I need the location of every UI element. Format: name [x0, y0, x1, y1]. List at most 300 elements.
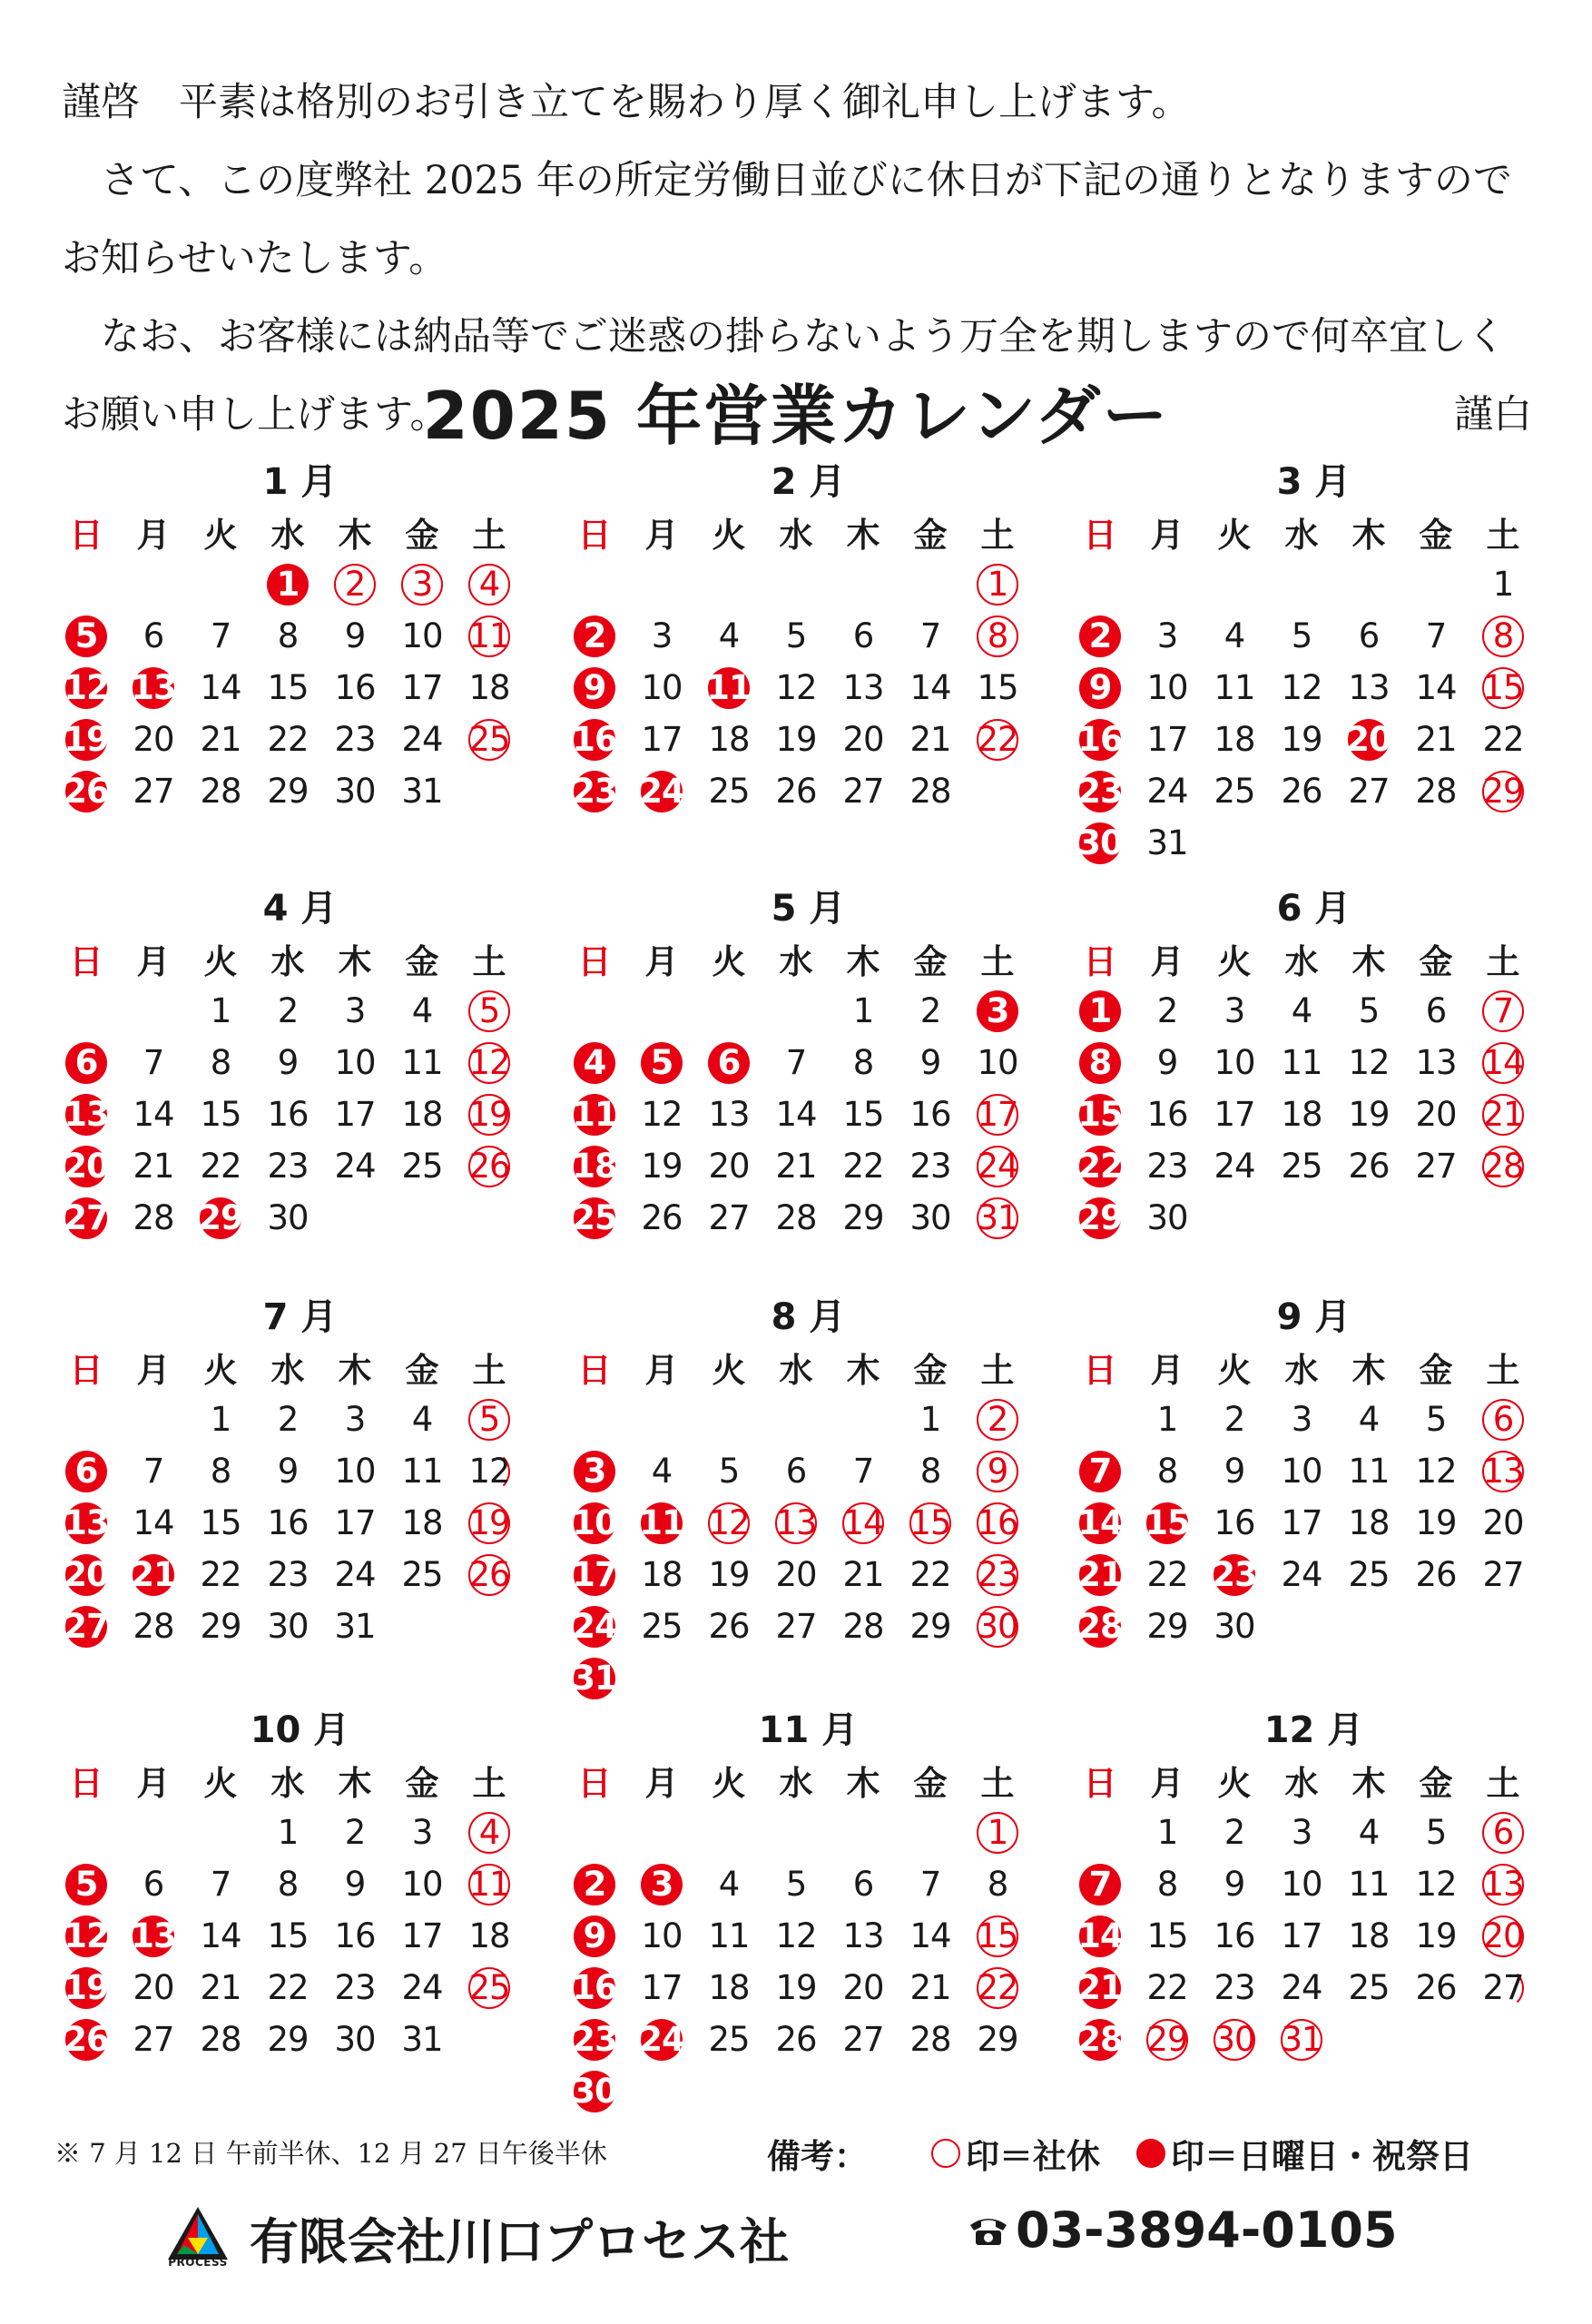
day-cell — [388, 558, 456, 610]
day-cell — [1066, 2014, 1134, 2065]
day-number: 21 — [1415, 720, 1457, 759]
day-cell — [1066, 1549, 1134, 1600]
day-cell — [1201, 714, 1268, 765]
letter-line-5: お願い申し上げます。 — [62, 392, 449, 438]
day-number: 4 — [718, 616, 740, 655]
day-number: 2 — [277, 991, 299, 1030]
day-number: 2 — [277, 1400, 299, 1439]
holiday-day: 9 — [574, 667, 615, 709]
day-cell — [1134, 985, 1201, 1037]
day-number: 27 — [708, 1198, 750, 1237]
day-cell — [120, 2014, 187, 2065]
day-number: 20 — [775, 1555, 817, 1594]
day-cell — [1066, 1600, 1134, 1652]
weekday-label: 月 — [136, 1351, 171, 1390]
day-number: 8 — [277, 616, 299, 655]
day-number: 12 — [1415, 1865, 1457, 1904]
day-cell — [456, 714, 523, 765]
day-number: 6 — [142, 616, 164, 655]
day-cell — [388, 2014, 456, 2065]
day-cell — [254, 558, 321, 610]
day-cell — [964, 558, 1031, 610]
day-number: 9 — [344, 616, 366, 655]
day-number: 7 — [210, 616, 231, 655]
day-number: 26 — [775, 772, 817, 811]
day-cell — [561, 1910, 628, 1962]
day-cell — [964, 1497, 1031, 1549]
day-number: 31 — [401, 2020, 443, 2059]
company-off-day: 5 — [468, 990, 510, 1032]
day-number: 23 — [334, 1968, 376, 2007]
weekday-label: 月 — [136, 942, 171, 981]
day-cell — [1402, 1445, 1469, 1497]
day-cell — [1134, 1910, 1201, 1962]
day-cell — [1402, 714, 1469, 765]
empty-cell — [1335, 1192, 1402, 1244]
day-cell — [897, 1445, 964, 1497]
weekday-label: 木 — [338, 942, 372, 981]
day-number: 24 — [1281, 1968, 1322, 2007]
day-cell — [1335, 1807, 1402, 1858]
holiday-day: 10 — [572, 1503, 617, 1542]
day-cell — [762, 1910, 830, 1962]
day-cell — [964, 1192, 1031, 1244]
legend-holiday — [1136, 2129, 1473, 2178]
day-cell — [1469, 765, 1537, 817]
day-cell — [762, 1962, 830, 2014]
day-cell — [1201, 1962, 1268, 2014]
empty-cell — [830, 2065, 897, 2117]
day-cell — [561, 765, 628, 817]
day-number: 20 — [708, 1147, 750, 1186]
holiday-day: 23 — [1077, 772, 1123, 811]
day-number: 20 — [842, 1968, 884, 2007]
week-row — [561, 1858, 1056, 1910]
holiday-day: 21 — [1077, 1968, 1123, 2007]
day-number: 16 — [909, 1095, 951, 1134]
day-cell — [1469, 1807, 1537, 1858]
day-number: 11 — [1348, 1865, 1390, 1904]
day-number: 3 — [344, 1400, 366, 1439]
weekday-label: 水 — [779, 516, 813, 555]
weekday-label: 木 — [1351, 1764, 1386, 1803]
day-cell — [561, 1549, 628, 1600]
day-number: 30 — [267, 1198, 309, 1237]
weekday-label: 火 — [712, 942, 746, 981]
day-number: 28 — [133, 1607, 174, 1646]
day-cell — [254, 1962, 321, 2014]
day-cell — [1469, 1445, 1537, 1497]
day-cell — [456, 1549, 523, 1600]
day-number: 18 — [468, 1916, 510, 1955]
empty-cell — [628, 985, 695, 1037]
month-calendar — [1066, 1294, 1561, 1652]
holiday-day: 3 — [977, 990, 1018, 1032]
day-cell — [456, 1140, 523, 1192]
holiday-day: 3 — [574, 1451, 615, 1492]
holiday-day: 8 — [1079, 1042, 1121, 1084]
weekday-label: 日 — [1083, 516, 1117, 555]
weekday-header — [1066, 506, 1561, 558]
day-cell — [1066, 765, 1134, 817]
day-number: 25 — [1348, 1968, 1390, 2007]
week-row — [561, 1962, 1056, 2014]
day-cell — [321, 1858, 388, 1910]
day-cell — [628, 2014, 695, 2065]
company-off-day: 15 — [909, 1503, 951, 1542]
holiday-day: 3 — [641, 1864, 683, 1905]
weekday-label: 金 — [405, 942, 439, 981]
day-number: 20 — [1415, 1095, 1457, 1134]
day-cell — [1066, 1910, 1134, 1962]
day-cell — [561, 1962, 628, 2014]
day-cell — [1335, 1088, 1402, 1140]
month-title: 5 月 — [771, 888, 846, 930]
day-cell — [964, 1088, 1031, 1140]
day-number: 18 — [1348, 1503, 1390, 1542]
day-number: 30 — [909, 1198, 951, 1237]
day-number: 11 — [708, 1916, 750, 1955]
holiday-day: 24 — [639, 772, 684, 811]
legend-holiday-label: 印＝日曜日・祝祭日 — [1171, 2137, 1473, 2176]
day-cell — [1335, 714, 1402, 765]
day-cell — [187, 610, 254, 662]
day-number: 31 — [401, 772, 443, 811]
weekday-header — [561, 1341, 1056, 1393]
empty-cell — [388, 1600, 456, 1652]
day-number: 5 — [1425, 1400, 1447, 1439]
day-cell — [53, 1858, 120, 1910]
day-cell — [830, 610, 897, 662]
day-cell — [1335, 1962, 1402, 2014]
day-cell — [187, 765, 254, 817]
day-number: 8 — [277, 1865, 299, 1904]
day-cell — [1134, 2014, 1201, 2065]
day-number: 17 — [1214, 1095, 1255, 1134]
day-cell — [1402, 1393, 1469, 1445]
company-block — [150, 2201, 789, 2274]
day-number: 5 — [1425, 1813, 1447, 1852]
phone-number: 03-3894-0105 — [1016, 2201, 1398, 2259]
company-off-day: 31 — [977, 1198, 1018, 1237]
empty-cell — [1335, 2014, 1402, 2065]
day-cell — [456, 558, 523, 610]
day-number: 14 — [909, 1916, 951, 1955]
weekday-label: 水 — [270, 1351, 305, 1390]
day-cell — [1134, 610, 1201, 662]
week-row — [53, 1600, 547, 1652]
day-cell — [321, 714, 388, 765]
company-off-day: 8 — [1482, 615, 1524, 657]
day-number: 22 — [842, 1147, 884, 1186]
day-number: 4 — [1291, 991, 1312, 1030]
day-number: 18 — [401, 1503, 443, 1542]
holiday-day: 27 — [64, 1198, 109, 1237]
day-number: 18 — [708, 1968, 750, 2007]
empty-cell — [964, 1652, 1031, 1704]
day-number: 14 — [200, 1916, 241, 1955]
day-number: 5 — [1358, 991, 1380, 1030]
week-row — [561, 662, 1056, 714]
day-cell — [1201, 1088, 1268, 1140]
month-calendar — [53, 1294, 547, 1652]
day-cell — [254, 1497, 321, 1549]
empty-cell — [762, 985, 830, 1037]
day-number: 23 — [1146, 1147, 1188, 1186]
day-cell — [388, 714, 456, 765]
week-row — [561, 1497, 1056, 1549]
day-cell — [1268, 1037, 1335, 1088]
day-cell — [762, 1858, 830, 1910]
phone-icon — [967, 2212, 1010, 2249]
day-cell — [187, 714, 254, 765]
day-cell — [830, 1037, 897, 1088]
day-number: 20 — [133, 720, 174, 759]
empty-cell — [1402, 558, 1469, 610]
day-cell — [1402, 1910, 1469, 1962]
empty-cell — [628, 1652, 695, 1704]
day-cell — [897, 1600, 964, 1652]
weekday-label: 土 — [980, 516, 1015, 555]
day-number: 17 — [641, 720, 683, 759]
day-number: 23 — [909, 1147, 951, 1186]
week-row — [561, 1600, 1056, 1652]
weekday-label: 火 — [203, 942, 238, 981]
day-number: 15 — [842, 1095, 884, 1134]
day-cell — [120, 1140, 187, 1192]
day-number: 26 — [1415, 1968, 1457, 2007]
day-number: 26 — [1415, 1555, 1457, 1594]
weekday-label: 土 — [472, 516, 506, 555]
day-cell — [628, 1445, 695, 1497]
weekday-label: 土 — [472, 1764, 506, 1803]
weekday-label: 水 — [1284, 942, 1319, 981]
holiday-day: 20 — [64, 1147, 109, 1186]
letter-closing: 謹白 — [1454, 392, 1532, 438]
empty-cell — [830, 558, 897, 610]
weekday-label: 月 — [644, 516, 679, 555]
empty-cell — [120, 558, 187, 610]
holiday-day: 14 — [1077, 1503, 1123, 1542]
day-number: 21 — [133, 1147, 174, 1186]
day-cell — [321, 765, 388, 817]
company-off-day: 19 — [468, 1095, 510, 1134]
day-cell — [254, 610, 321, 662]
week-row — [1066, 1037, 1561, 1088]
empty-cell — [561, 1393, 628, 1445]
day-cell — [695, 1037, 762, 1088]
week-row — [561, 1140, 1056, 1192]
day-cell — [1335, 985, 1402, 1037]
company-off-day: 4 — [468, 1812, 510, 1854]
day-number: 11 — [401, 1043, 443, 1082]
day-cell — [456, 1088, 523, 1140]
day-number: 26 — [1281, 772, 1322, 811]
day-cell — [628, 610, 695, 662]
company-off-day: 21 — [1482, 1095, 1524, 1134]
day-cell — [53, 1549, 120, 1600]
day-number: 18 — [641, 1555, 683, 1594]
empty-cell — [187, 1807, 254, 1858]
day-cell — [964, 662, 1031, 714]
day-number: 15 — [977, 668, 1018, 707]
day-cell — [695, 1910, 762, 1962]
day-number: 14 — [200, 668, 241, 707]
day-cell — [120, 1910, 187, 1962]
day-cell — [897, 1037, 964, 1088]
day-number: 30 — [334, 2020, 376, 2059]
month-calendar — [561, 1707, 1056, 2117]
month-title: 4 月 — [262, 888, 338, 930]
day-cell — [561, 1088, 628, 1140]
legend-off — [931, 2129, 1100, 2178]
day-number: 18 — [401, 1095, 443, 1134]
weekday-label: 月 — [644, 1764, 679, 1803]
holiday-day: 26 — [64, 772, 109, 811]
empty-cell — [561, 1807, 628, 1858]
day-cell — [388, 1140, 456, 1192]
day-number: 16 — [334, 1916, 376, 1955]
holiday-day: 11 — [572, 1095, 617, 1134]
day-cell — [1268, 1962, 1335, 2014]
day-number: 18 — [1281, 1095, 1322, 1134]
day-cell — [456, 985, 523, 1037]
weekday-label: 日 — [1083, 1764, 1117, 1803]
day-cell — [695, 1497, 762, 1549]
day-cell — [254, 1037, 321, 1088]
day-number: 27 — [1348, 772, 1390, 811]
company-off-day: 29 — [1146, 2020, 1188, 2059]
empty-cell — [561, 985, 628, 1037]
day-cell — [254, 1192, 321, 1244]
day-cell — [1335, 1445, 1402, 1497]
month-calendar — [1066, 1707, 1561, 2065]
month-calendar — [1066, 885, 1561, 1244]
day-number: 31 — [334, 1607, 376, 1646]
day-number: 3 — [1223, 991, 1245, 1030]
day-cell — [1335, 1497, 1402, 1549]
day-number: 15 — [267, 1916, 309, 1955]
day-cell — [1134, 714, 1201, 765]
day-cell — [1469, 1910, 1537, 1962]
day-cell — [1134, 1807, 1201, 1858]
weekday-label: 火 — [203, 1764, 238, 1803]
day-cell — [1469, 1962, 1537, 2014]
day-cell — [695, 1858, 762, 1910]
empty-cell — [1469, 817, 1537, 869]
day-number: 17 — [1281, 1916, 1322, 1955]
day-cell — [187, 1140, 254, 1192]
day-cell — [1268, 1549, 1335, 1600]
week-row — [1066, 1549, 1561, 1600]
day-cell — [695, 1088, 762, 1140]
day-number: 17 — [1146, 720, 1188, 759]
empty-cell — [695, 1393, 762, 1445]
day-number: 16 — [334, 668, 376, 707]
weekday-label: 土 — [1486, 1764, 1520, 1803]
week-row — [53, 558, 547, 610]
company-off-day: 3 — [401, 564, 443, 606]
company-off-day: 2 — [977, 1399, 1018, 1441]
day-cell — [321, 662, 388, 714]
company-off-day: 1 — [977, 564, 1018, 606]
week-row — [561, 1037, 1056, 1088]
empty-cell — [561, 558, 628, 610]
day-cell — [1469, 1858, 1537, 1910]
week-row — [561, 985, 1056, 1037]
empty-cell — [695, 2065, 762, 2117]
weekday-label: 木 — [1351, 942, 1386, 981]
day-cell — [1335, 1393, 1402, 1445]
month-title: 11 月 — [758, 1709, 859, 1751]
day-number: 24 — [401, 720, 443, 759]
legend-title: 備考： — [767, 2137, 868, 2176]
day-cell — [964, 1393, 1031, 1445]
empty-cell — [897, 1807, 964, 1858]
week-row — [1066, 765, 1561, 817]
day-cell — [1402, 1807, 1469, 1858]
day-number: 11 — [1214, 668, 1255, 707]
week-row — [1066, 1910, 1561, 1962]
company-off-day: 23 — [977, 1555, 1018, 1594]
week-row — [53, 765, 547, 817]
day-cell — [1268, 1393, 1335, 1445]
empty-cell — [1469, 1192, 1537, 1244]
day-number: 4 — [651, 1452, 673, 1491]
week-row — [53, 1037, 547, 1088]
day-cell — [120, 765, 187, 817]
day-number: 1 — [210, 991, 231, 1030]
day-cell — [1402, 1140, 1469, 1192]
day-number: 21 — [909, 1968, 951, 2007]
weekday-label: 月 — [136, 516, 171, 555]
day-cell — [897, 1497, 964, 1549]
day-cell — [254, 1600, 321, 1652]
outline-circle-icon — [931, 2139, 960, 2168]
day-number: 12 — [775, 1916, 817, 1955]
empty-cell — [1066, 1393, 1134, 1445]
day-number: 7 — [919, 1865, 941, 1904]
week-row — [53, 1910, 547, 1962]
week-row — [561, 558, 1056, 610]
week-row — [561, 765, 1056, 817]
day-number: 25 — [708, 772, 750, 811]
day-number: 25 — [1348, 1555, 1390, 1594]
company-off-day: 22 — [977, 1968, 1018, 2007]
day-cell — [388, 765, 456, 817]
day-cell — [53, 662, 120, 714]
day-cell — [120, 1445, 187, 1497]
holiday-day: 24 — [572, 1607, 617, 1646]
holiday-day: 30 — [572, 2072, 617, 2111]
day-cell — [321, 1962, 388, 2014]
day-number: 3 — [1291, 1813, 1312, 1852]
day-cell — [254, 1393, 321, 1445]
day-number: 21 — [842, 1555, 884, 1594]
week-row — [53, 985, 547, 1037]
day-cell — [388, 610, 456, 662]
half-day: 12 — [468, 1452, 510, 1491]
day-cell — [561, 714, 628, 765]
day-cell — [388, 1549, 456, 1600]
day-cell — [1134, 1962, 1201, 2014]
day-number: 28 — [909, 772, 951, 811]
weekday-label: 土 — [1486, 942, 1520, 981]
holiday-day: 4 — [574, 1042, 615, 1084]
day-number: 18 — [1214, 720, 1255, 759]
day-cell — [561, 2014, 628, 2065]
day-number: 30 — [1214, 1607, 1255, 1646]
